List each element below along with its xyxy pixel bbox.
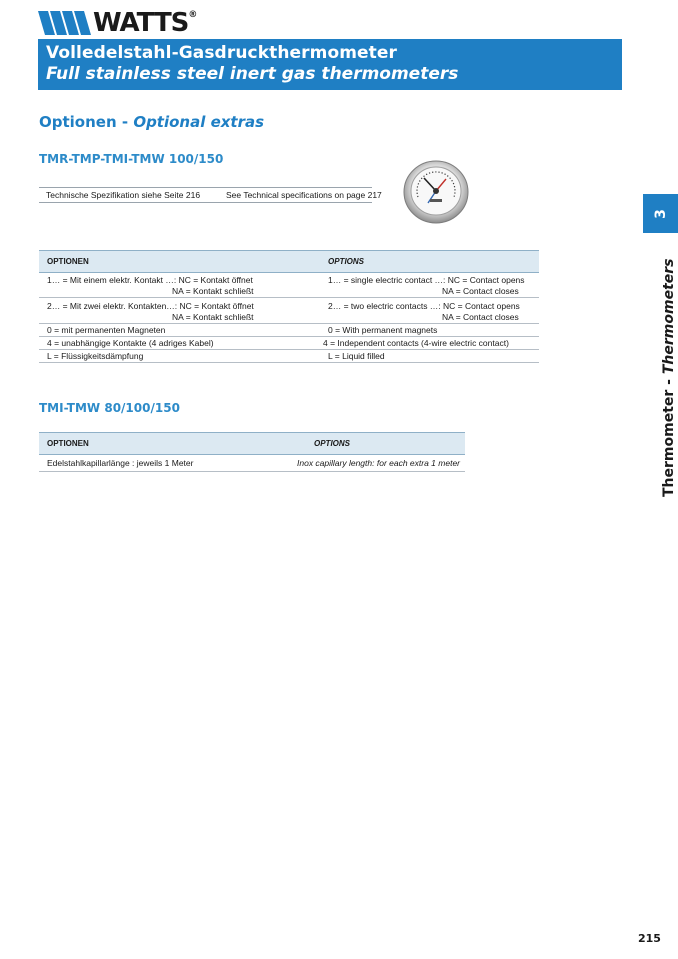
watts-logo xyxy=(38,9,196,37)
table-row xyxy=(39,454,465,472)
cell-german: 2… = Mit zwei elektr. Kontakten…: NC = Kontakt öffnet xyxy=(47,301,254,311)
options-table-2 xyxy=(39,432,465,472)
brand-name: WATTS® xyxy=(93,8,197,38)
table-row xyxy=(39,272,539,298)
cell-german: 0 = mit permanenten Magneten xyxy=(47,325,166,335)
header-english: OPTIONS xyxy=(314,439,351,448)
model-title-1: TMR-TMP-TMI-TMW 100/150 xyxy=(39,152,224,166)
model-title-2: TMI-TMW 80/100/150 xyxy=(39,401,180,415)
thermometer-image xyxy=(402,159,470,225)
spec-reference-german: Technische Spezifikation siehe Seite 216 xyxy=(46,190,201,200)
table-row xyxy=(39,324,539,337)
cell-english: 2… = two electric contacts …: NC = Contact opens xyxy=(328,301,520,311)
cell-english: L = Liquid filled xyxy=(328,351,385,361)
chapter-tab xyxy=(643,194,678,233)
cell-english: 1… = single electric contact …: NC = Contact opens xyxy=(328,275,525,285)
options-table-1 xyxy=(39,250,539,362)
table-row xyxy=(39,337,539,350)
cell-english-sub: NA = Contact closes xyxy=(442,286,519,296)
cell-english: 0 = With permanent magnets xyxy=(328,325,438,335)
title-german: Volledelstahl-Gasdruckthermometer xyxy=(46,43,398,63)
header-german: OPTIONEN xyxy=(47,439,89,448)
table-header xyxy=(39,250,539,273)
cell-english: 4 = Independent contacts (4-wire electric contact) xyxy=(323,338,509,348)
header-german: OPTIONEN xyxy=(47,257,89,266)
chapter-number: 3 xyxy=(652,208,669,219)
cell-german: L = Flüssigkeitsdämpfung xyxy=(47,351,144,361)
section-title: Optionen - Optional extras xyxy=(39,113,265,131)
cell-german: 1… = Mit einem elektr. Kontakt …: NC = Kontakt öffnet xyxy=(47,275,253,285)
spec-reference-row xyxy=(39,187,382,203)
chapter-label: Thermometer - Thermometers xyxy=(661,258,677,497)
table-row xyxy=(39,298,539,324)
title-english: Full stainless steel inert gas thermometers xyxy=(46,64,459,84)
cell-german: Edelstahlkapillarlänge : jeweils 1 Meter xyxy=(47,458,194,468)
header-english: OPTIONS xyxy=(328,257,365,266)
cell-german-sub: NA = Kontakt schließt xyxy=(172,312,254,322)
table-header xyxy=(39,432,465,455)
spec-reference-english: See Technical specifications on page 217 xyxy=(226,190,382,200)
cell-english: Inox capillary length: for each extra 1 meter xyxy=(297,458,460,468)
title-banner xyxy=(38,39,622,90)
cell-german-sub: NA = Kontakt schließt xyxy=(172,286,254,296)
cell-english-sub: NA = Contact closes xyxy=(442,312,519,322)
watts-chevron-icon xyxy=(38,11,92,35)
table-row xyxy=(39,350,539,363)
cell-german: 4 = unabhängige Kontakte (4 adriges Kabel) xyxy=(47,338,214,348)
page-number: 215 xyxy=(638,932,661,945)
